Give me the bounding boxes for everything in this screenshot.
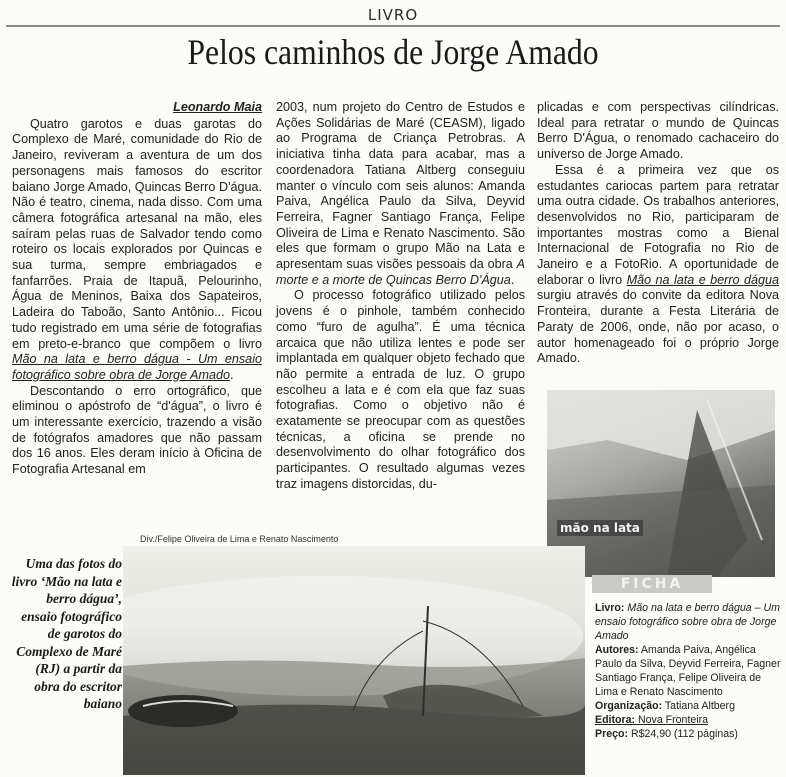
paragraph-end: surgiu através do convite da editora Nova Fronteira, durante a Festa Literária de Paraty de 2006, onde, não por acaso, o autor homenageado foi o próprio Jorge Amado.	[537, 288, 779, 366]
ficha-livro	[595, 601, 781, 643]
section-rule	[6, 25, 780, 27]
photo-caption: Uma das fotos do livro ‘Mão na lata e berro dágua’, ensaio fotográfico de garotos do Complexo de Maré (RJ) a partir da obra do escritor baiano	[11, 556, 122, 711]
paragraph: Descontando o erro ortográfico, que eliminou o apóstrofo de “d'água”, o livro é um interessante exercício, trazendo a visão de fotógrafos amadores que não passam dos 16 anos. Eles deram início à Oficina de Fotografia Artesanal em	[12, 383, 262, 477]
headline: Pelos caminhos de Jorge Amado	[187, 32, 599, 72]
ficha-editora	[595, 713, 781, 727]
ficha-label: Preço:	[595, 728, 628, 740]
ficha-value: Nova Fronteira	[637, 714, 709, 726]
paragraph-text: Essa é a primeira vez que os estudantes cariocas partem para retratar uma outra cidade. Os trabalhos anteriores, desenvolvidos no Rio, participaram de importantes mostras como a Bienal Internacional de Fotografia no Rio de Janeiro e a FotoRio. A oportunidade de elaborar o livro	[537, 162, 779, 287]
main-photo	[123, 546, 585, 775]
ficha-value: Amanda Paiva, Angélica Paulo da Silva, Deyvid Ferreira, Fagner Santiago França, Felipe Oliveira de Lima e Renato Nascimento	[595, 644, 781, 698]
ficha-label: Livro:	[595, 602, 625, 614]
article-column-3	[537, 100, 779, 367]
book-title: Mão na lata e berro dágua - Um ensaio fotográfico sobre obra de Jorge Amado	[12, 352, 262, 382]
paragraph	[537, 163, 779, 367]
ficha-value: R$24,90 (112 páginas)	[630, 728, 738, 740]
paragraph-end: .	[510, 272, 515, 287]
paragraph: plicadas e com perspectivas cilíndricas. Ideal para retratar o mundo de Quincas Berro D'Água, o renomado cachaceiro do universo de Jorge Amado.	[537, 100, 779, 162]
ficha-autores	[595, 643, 781, 699]
paragraph-text: 2003, num projeto do Centro de Estudos e Ações Solidárias de Maré (CEASM), ligado ao Programa de Criança Petrobras. A iniciativa tinha data para acabar, mas a coordenadora Tatiana Altberg conseguiu manter o vínculo com seis alunos: Amanda Paiva, Angélica Paulo da Silva, Deyvid Ferreira, Fagner Santiago França, Felipe Oliveira de Lima e Renato Nascimento. São eles que formam o grupo Mão na Lata e apresentam suas visões pessoais da obra	[276, 100, 525, 272]
article-column-2	[276, 100, 525, 493]
ficha-organizacao	[595, 699, 781, 713]
paragraph: O processo fotográfico utilizado pelos jovens é o pinhole, também conhecido como “furo de agulha”. É uma técnica arcaica que não utiliza lentes e pode ser implantada em qualquer objeto fechado que não permite a entrada de luz. O grupo escolheu a lata e é com ela que faz suas fotografias. Como o objetivo não é exatamente se preocupar com as questões técnicas, a oficina se prende no desenvolvimento do olhar fotográfico dos participantes. O resultado algumas vezes traz imagens distorcidas, du-	[276, 288, 525, 491]
paragraph	[12, 117, 262, 384]
byline: Leonardo Maia	[173, 100, 262, 114]
cover-title: mão na lata	[557, 520, 643, 536]
beach-photo-graphic	[123, 546, 585, 775]
ficha-label: Editora:	[595, 714, 636, 726]
article-column-1	[12, 100, 262, 478]
ficha-preco	[595, 727, 781, 741]
paragraph	[276, 100, 525, 288]
photo-credit: Div./Felipe Oliveira de Lima e Renato Nascimento	[140, 534, 339, 544]
paragraph-text: Quatro garotos e duas garotas do Complexo de Maré, comunidade do Rio de Janeiro, reviveram a aventura de um dos personagens mais famosos do escritor baiano Jorge Amado, Quincas Berro D'água. Não é teatro, cinema, nada disso. Com uma câmera fotográfica artesanal na mão, eles saíram pelas ruas de Salvador tendo como roteiro os locais explorados por Quincas e sua turma, sempre embriagados e fanfarrões. Praia de Itapuã, Pelourinho, Água de Meninos, Baixa dos Sapateiros, Ladeira do Taboão, Santo Antônio... Ficou tudo registrado em uma série de fotografias em preto-e-branco que compõem o livro	[12, 116, 262, 351]
ficha-value: Tatiana Altberg	[664, 700, 735, 712]
book-title: A morte e a morte de Quincas Berro D'Água	[276, 257, 525, 287]
ficha-label: Organização:	[595, 700, 663, 712]
book-info-box	[595, 601, 781, 741]
book-title: Mão na lata e berro dágua	[626, 272, 779, 287]
ficha-label: Autores:	[595, 644, 639, 656]
paragraph-end: .	[229, 367, 234, 382]
ficha-value: Mão na lata e berro dágua – Um ensaio fotográfico sobre obra de Jorge Amado	[595, 602, 780, 642]
ficha-tab: FICHA	[592, 575, 712, 593]
section-label: LIVRO	[367, 6, 419, 24]
